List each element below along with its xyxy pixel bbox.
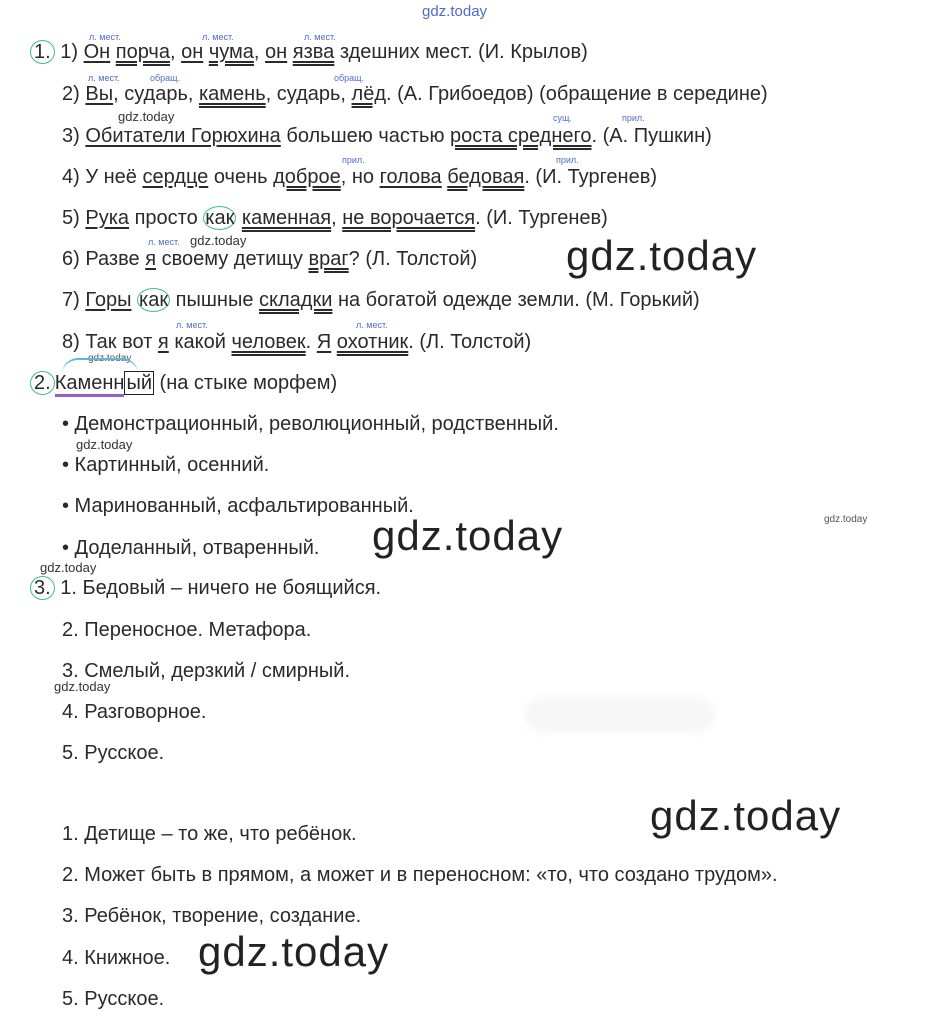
sentence-rest: . (А. Пушкин) [591, 125, 712, 147]
text: пышные [175, 289, 254, 311]
predicate-word: камень [198, 83, 266, 105]
task2-bullet: • Маринованный, асфальтированный. [62, 495, 414, 517]
task3-item [30, 576, 381, 600]
sentence-rest: . (И. Тургенев) [524, 166, 657, 188]
task2-bullet: • Картинный, осенний. [62, 454, 270, 476]
comma: , [253, 41, 260, 63]
note-adj: прил. [342, 155, 365, 165]
text: . [305, 331, 312, 353]
subject-word: Он [83, 41, 111, 63]
word-root: Камен [55, 372, 114, 397]
subject-word: он [181, 41, 204, 63]
task1-line7 [62, 288, 700, 312]
note-addr: обращ. [334, 73, 365, 83]
item-number: 7) [62, 289, 80, 311]
task3-number: 3. [30, 576, 55, 600]
note-pron: л. мест. [148, 237, 180, 247]
item-number: 2) [62, 83, 80, 105]
task1-number: 1. [30, 40, 55, 64]
subject-word: я [157, 331, 169, 353]
predicate-word: бедовая [447, 166, 525, 188]
item-number: 1) [60, 41, 79, 63]
task4-item: 1. Детище – то же, что ребёнок. [62, 823, 357, 845]
watermark-large: gdz.today [372, 512, 564, 559]
predicate-word: не ворочается [342, 207, 476, 229]
note-addr: обращ. [150, 73, 181, 83]
sentence-rest: ? (Л. Толстой) [348, 248, 478, 270]
task3-item: 3. Смелый, дерзкий / смирный. [62, 660, 351, 682]
task4-item: 5. Русское. [62, 988, 165, 1010]
watermark: gdz.today [40, 560, 97, 575]
subject-word: Я [316, 331, 332, 353]
sentence-rest: . (А. Грибоедов) (обращение в середине) [386, 83, 768, 105]
watermark-large: gdz.today [198, 928, 390, 975]
task3-item: 5. Русское. [62, 742, 165, 764]
subject-word: Горы [85, 289, 132, 311]
subject-word: он [265, 41, 288, 63]
note-pron: л. мест. [304, 32, 336, 42]
note-adj: прил. [556, 155, 579, 165]
task2-number: 2. [30, 371, 55, 395]
answer-text: 1. Бедовый – ничего не боящийся. [60, 577, 382, 599]
text: какой [174, 331, 226, 353]
text: просто [134, 207, 198, 229]
note-pron: л. мест. [88, 73, 120, 83]
text: , но [340, 166, 375, 188]
note-pron: л. мест. [176, 320, 208, 330]
sentence-rest: на богатой одежде земли. (М. Горький) [337, 289, 700, 311]
text: своему детищу [161, 248, 303, 270]
task3-item: 4. Разговорное. [62, 701, 207, 723]
text: , сударь, [265, 83, 346, 105]
task2-bullet: • Демонстрационный, революционный, родственный. [62, 413, 559, 435]
predicate-word: чума [208, 41, 254, 63]
subject-word: сердце [142, 166, 209, 188]
task4-item: 4. Книжное. [62, 947, 171, 969]
item-number: 6) [62, 248, 80, 270]
note-adj: прил. [622, 113, 645, 123]
sentence-rest: здешних мест. (И. Крылов) [339, 41, 588, 63]
text: Так вот [85, 331, 153, 353]
task1-line2 [62, 82, 768, 106]
circled-conjunction: как [205, 207, 235, 229]
text: большею частью [286, 125, 445, 147]
text: Разве [85, 248, 140, 270]
watermark: gdz.today [76, 437, 133, 452]
predicate-word: роста среднего [450, 125, 592, 147]
predicate-word: доброе [273, 166, 341, 188]
note-pron: л. мест. [356, 320, 388, 330]
predicate-word: человек [231, 331, 306, 353]
task2-bullet: • Доделанный, отваренный. [62, 537, 320, 559]
predicate-word: лёд [351, 83, 387, 105]
subject-word: голова [379, 166, 442, 188]
predicate-word: язва [292, 41, 335, 63]
subject-word: Рука [85, 207, 130, 229]
subject-word: я [145, 248, 157, 270]
task3-item: 2. Переносное. Метафора. [62, 619, 312, 641]
watermark: gdz.today [824, 514, 868, 525]
note-noun: сущ. [553, 113, 572, 123]
sentence-rest: . (Л. Толстой) [408, 331, 532, 353]
word-suffix: н [113, 372, 124, 397]
sentence-rest: . (И. Тургенев) [475, 207, 608, 229]
task1-line8 [62, 330, 531, 354]
predicate-word: враг [308, 248, 349, 270]
task1-line5 [62, 206, 608, 230]
predicate-word: складки [259, 289, 333, 311]
watermark: gdz.today [118, 109, 175, 124]
item-number: 4) [62, 166, 80, 188]
watermark-top: gdz.today [422, 3, 488, 20]
note-pron: л. мест. [89, 32, 121, 42]
text: , [331, 207, 337, 229]
task4-item: 2. Может быть в прямом, а может и в переносном: «то, что создано трудом». [62, 864, 778, 886]
watermark-large: gdz.today [566, 232, 758, 279]
text: У неё [85, 166, 137, 188]
circled-conjunction: как [139, 289, 169, 311]
task1-line6 [62, 247, 477, 271]
text: , сударь, [113, 83, 194, 105]
blurred-area [525, 698, 715, 732]
predicate-word: каменная [241, 207, 332, 229]
task1-line4 [62, 165, 657, 189]
item-number: 3) [62, 125, 80, 147]
watermark: gdz.today [190, 233, 247, 248]
predicate-word: порча [115, 41, 170, 63]
comma: , [169, 41, 176, 63]
task4-item: 3. Ребёнок, творение, создание. [62, 905, 362, 927]
task1-line1 [30, 40, 588, 64]
watermark-large: gdz.today [650, 792, 842, 839]
word-ending: ый [126, 372, 152, 394]
subject-word: Обитатели Горюхина [85, 125, 281, 147]
predicate-word: охотник [336, 331, 409, 353]
task2-note: (на стыке морфем) [159, 372, 338, 394]
task1-line3 [62, 124, 712, 148]
text: очень [213, 166, 268, 188]
item-number: 5) [62, 207, 80, 229]
note-pron: л. мест. [202, 32, 234, 42]
task2-header [30, 371, 337, 395]
item-number: 8) [62, 331, 80, 353]
watermark: gdz.today [88, 353, 132, 364]
subject-word: Вы [85, 83, 114, 105]
watermark: gdz.today [54, 679, 111, 694]
